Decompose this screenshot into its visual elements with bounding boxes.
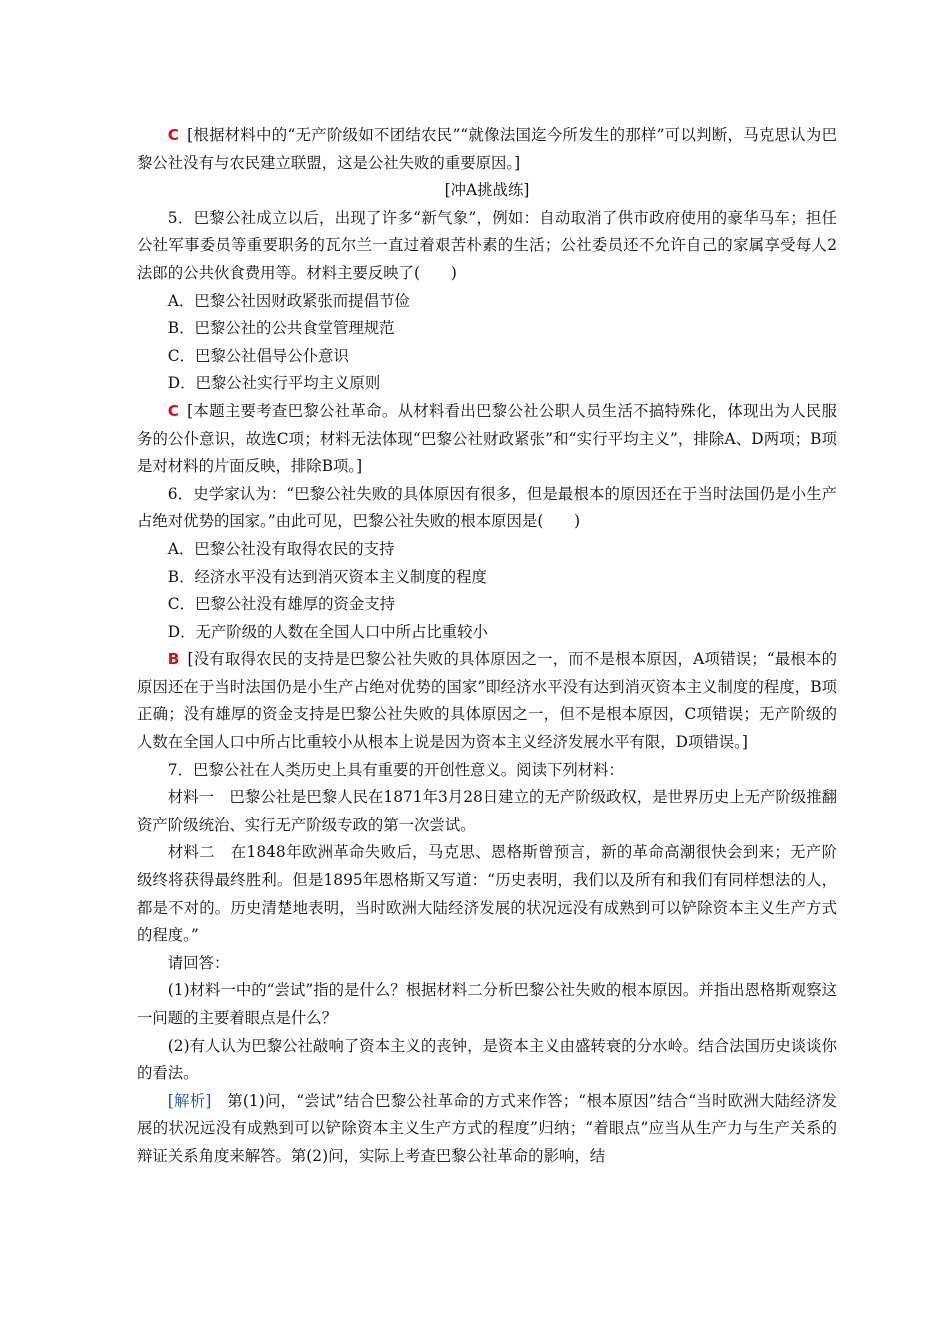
q6-option-b: B．经济水平没有达到消灭资本主义制度的程度	[167, 567, 487, 586]
document-content	[137, 122, 837, 1171]
analysis-text: 第(1)问，“尝试”结合巴黎公社革命的方式来作答；“根本原因”结合“当时欧洲大陆经济发展的状况远没有成熟到可以铲除资本主义生产方式的程度”归纳；“着眼点”应当从生产力与生产关系的辩证关系角度来解答。第(2)问，实际上考查巴黎公社革命的影响，结	[137, 1091, 837, 1165]
q5-option-b: B．巴黎公社的公共食堂管理规范	[167, 319, 395, 338]
answer-explanation: [根据材料中的“无产阶级如不团结农民”“就像法国迄今所发生的那样”可以判断，马克思认为巴黎公社没有与农民建立联盟，这是公社失败的重要原因。]	[137, 126, 837, 172]
answer-letter: B	[167, 650, 180, 669]
q7-subquestion-1: (1)材料一中的“尝试”指的是什么？根据材料二分析巴黎公社失败的根本原因。并指出恩格斯观察这一问题的主要着眼点是什么？	[137, 981, 837, 1027]
q7-material-2: 材料二 在1848年欧洲革命失败后，马克思、恩格斯曾预言，新的革命高潮很快会到来；无产阶级终将获得最终胜利。但是1895年恩格斯又写道：“历史表明，我们以及所有和我们有同样想法的人，都是不对的。历史清楚地表明，当时欧洲大陆经济发展的状况远没有成熟到可以铲除资本主义生产方式的程度。”	[137, 843, 837, 945]
q4-answer	[137, 122, 837, 177]
q6-option-d: D．无产阶级的人数在全国人口中所占比重较小	[167, 622, 488, 641]
answer-letter: C	[167, 126, 180, 144]
answer-explanation: [本题主要考查巴黎公社革命。从材料看出巴黎公社公职人员生活不搞特殊化，体现出为人民服务的公仆意识，故选C项；材料无法体现“巴黎公社财政紧张”和“实行平均主义”，排除A、D两项；B项是对材料的片面反映，排除B项。]	[137, 401, 837, 476]
q5-option-c: C．巴黎公社倡导公仆意识	[167, 346, 349, 365]
q7-stem: 7．巴黎公社在人类历史上具有重要的开创性意义。阅读下列材料：	[167, 760, 624, 779]
q5-option-a: A．巴黎公社因财政紧张而提倡节俭	[167, 291, 410, 310]
q7-analysis	[137, 1088, 837, 1171]
section-title: [冲A挑战练]	[444, 181, 530, 200]
q6-option-a: A．巴黎公社没有取得农民的支持	[167, 539, 395, 558]
q5-stem: 5．巴黎公社成立以后，出现了许多“新气象”，例如：自动取消了供市政府使用的豪华马车；担任公社军事委员等重要职务的瓦尔兰一直过着艰苦朴素的生活；公社委员还不允许自己的家属享受每人2法郎的公共伙食费用等。材料主要反映了( )	[137, 208, 837, 282]
answer-letter: C	[167, 401, 180, 420]
q7-material-1: 材料一 巴黎公社是巴黎人民在1871年3月28日建立的无产阶级政权，是世界历史上无产阶级推翻资产阶级统治、实行无产阶级专政的第一次尝试。	[137, 788, 837, 834]
q7-subquestion-2: (2)有人认为巴黎公社敲响了资本主义的丧钟，是资本主义由盛转衰的分水岭。结合法国历史谈谈你的看法。	[137, 1036, 837, 1083]
analysis-tag: [解析]	[167, 1091, 212, 1110]
q7-prompt: 请回答：	[167, 953, 230, 972]
q5-option-d: D．巴黎公社实行平均主义原则	[167, 374, 381, 393]
q6-answer	[137, 646, 837, 756]
answer-explanation: [没有取得农民的支持是巴黎公社失败的具体原因之一，而不是根本原因，A项错误；“最根本的原因还在于当时法国仍是小生产占绝对优势的国家”即经济水平没有达到消灭资本主义制度的程度，B项正确；没有雄厚的资金支持是巴黎公社失败的具体原因之一，但不是根本原因，C项错误；无产阶级的人数在全国人口中所占比重较小从根本上说是因为资本主义经济发展水平有限，D项错误。]	[137, 650, 837, 752]
q6-option-c: C．巴黎公社没有雄厚的资金支持	[167, 595, 396, 614]
q5-answer	[137, 398, 837, 481]
q6-stem: 6．史学家认为：“巴黎公社失败的具体原因有很多，但是最根本的原因还在于当时法国仍是小生产占绝对优势的国家。”由此可见，巴黎公社失败的根本原因是( )	[137, 484, 837, 531]
